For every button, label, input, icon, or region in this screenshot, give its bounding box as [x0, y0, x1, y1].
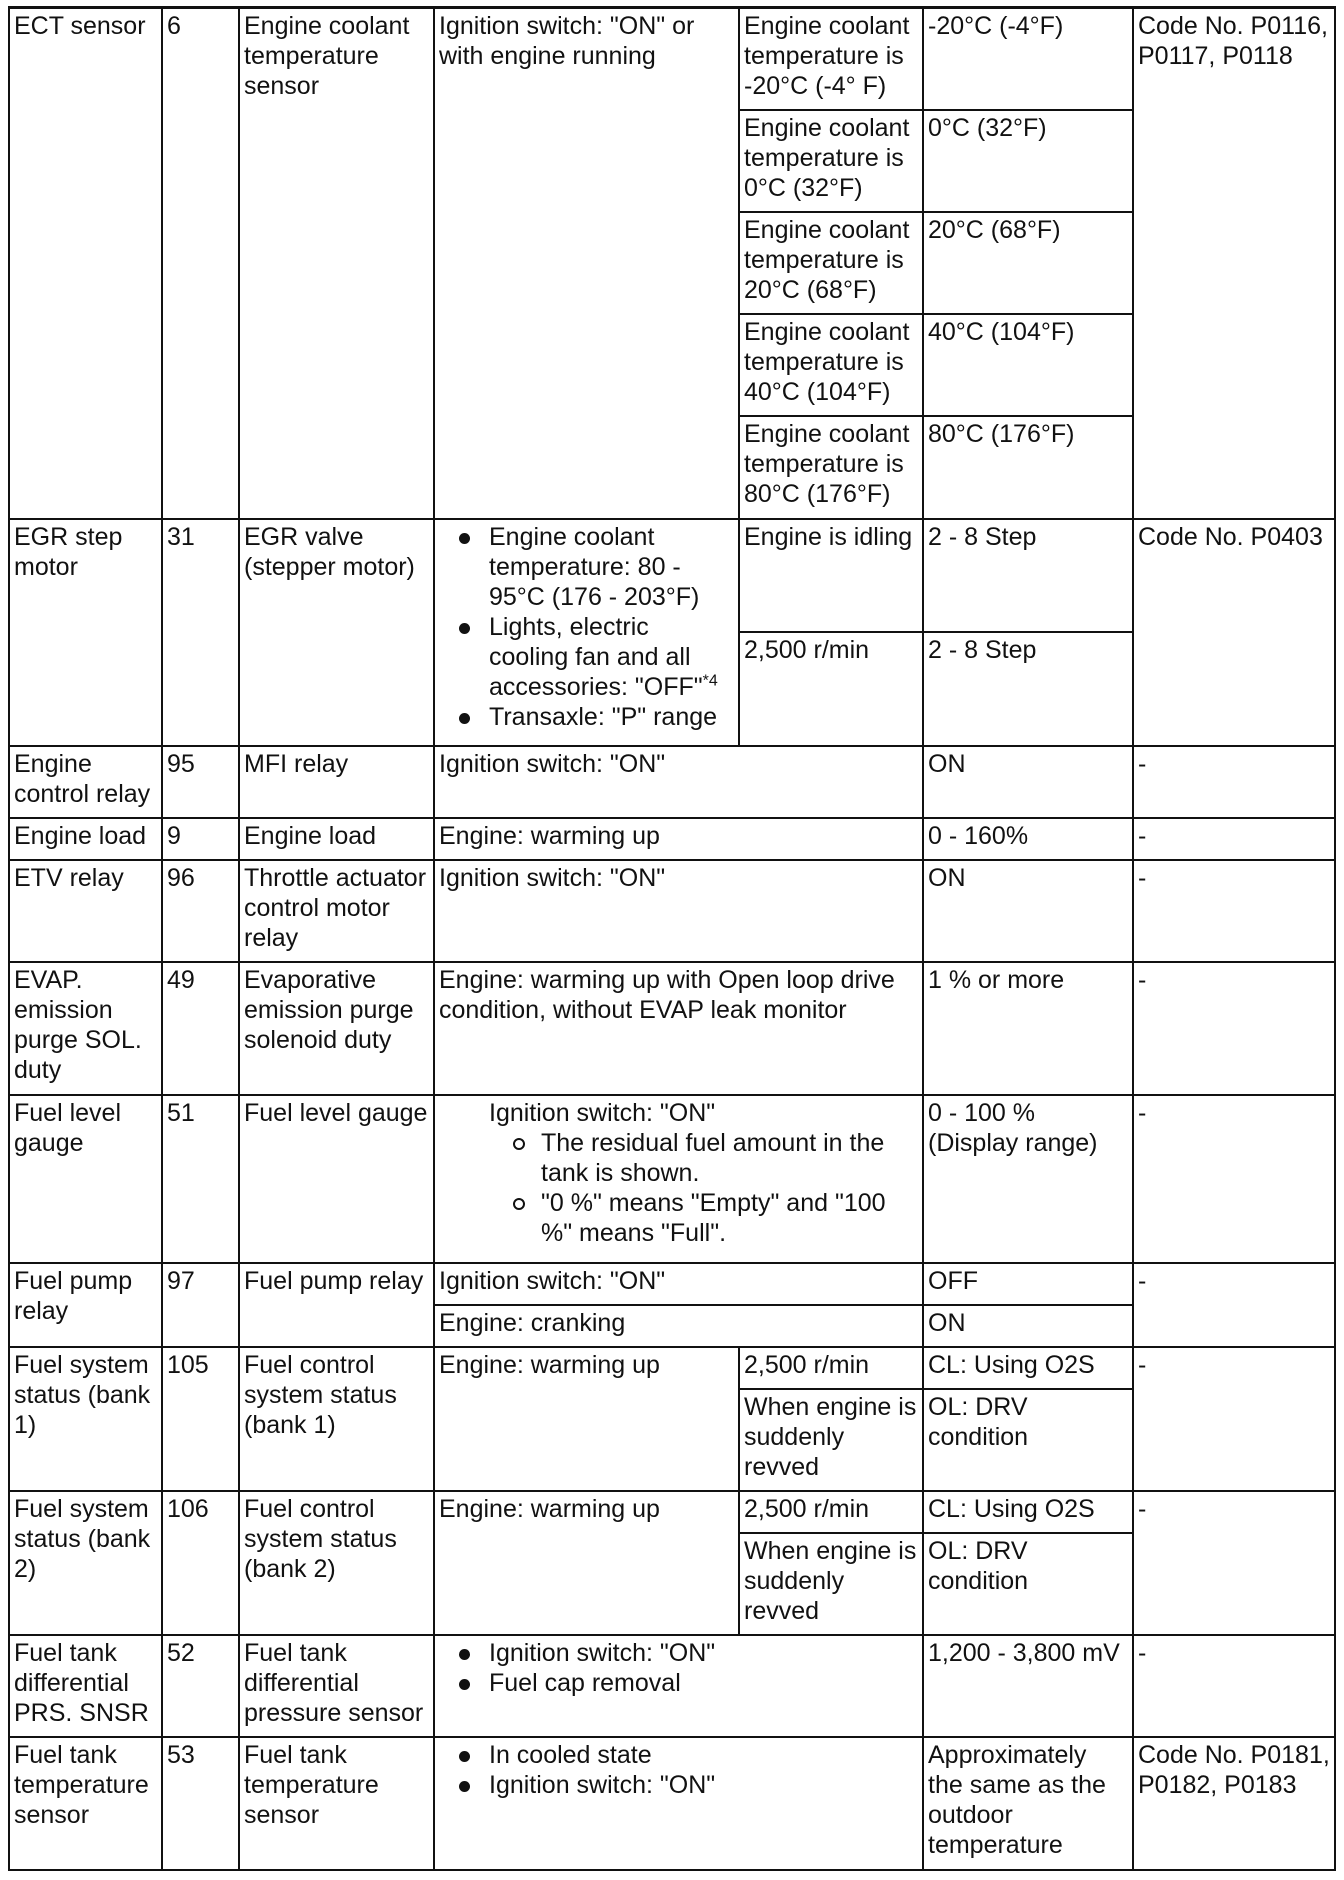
- table-row: [9, 1263, 1335, 1305]
- list-item: The residual fuel amount in the tank is shown.: [511, 1128, 918, 1188]
- list-item: Ignition switch: "ON": [453, 1638, 918, 1668]
- footnote-mark: *4: [702, 672, 718, 690]
- value-cell: 40°C (104°F): [923, 314, 1133, 416]
- item-number-cell: 106: [162, 1491, 239, 1635]
- specification-table: [8, 6, 1336, 1871]
- condition-cell: Ignition switch: "ON": [434, 746, 923, 818]
- item-name-cell: Fuel tank differential pressure sensor: [239, 1635, 434, 1737]
- reference-cell: Code No. P0116, P0117, P0118: [1133, 8, 1335, 519]
- table-row: [9, 8, 1335, 110]
- item-cell: Fuel system status (bank 2): [9, 1491, 162, 1635]
- reference-cell: -: [1133, 1263, 1335, 1347]
- condition-cell: [434, 1635, 923, 1737]
- item-name-cell: EGR valve (stepper motor): [239, 519, 434, 746]
- sub-condition-cell: Engine coolant temperature is 0°C (32°F): [739, 110, 923, 212]
- value-cell: 1,200 - 3,800 mV: [923, 1635, 1133, 1737]
- condition-cell: [434, 1095, 923, 1263]
- reference-cell: Code No. P0403: [1133, 519, 1335, 746]
- item-number-cell: 51: [162, 1095, 239, 1263]
- list-item: In cooled state: [453, 1740, 918, 1770]
- note-list: [439, 1128, 918, 1248]
- sub-condition-cell: Engine coolant temperature is 80°C (176°F): [739, 416, 923, 519]
- reference-cell: -: [1133, 860, 1335, 962]
- value-cell: 20°C (68°F): [923, 212, 1133, 314]
- item-cell: Engine control relay: [9, 746, 162, 818]
- sub-condition-cell: 2,500 r/min: [739, 1491, 923, 1533]
- item-cell: EVAP. emission purge SOL. duty: [9, 962, 162, 1095]
- value-cell: 2 - 8 Step: [923, 519, 1133, 632]
- condition-cell: Ignition switch: "ON" or with engine running: [434, 8, 739, 519]
- item-number-cell: 96: [162, 860, 239, 962]
- table-row: [9, 1737, 1335, 1870]
- item-number-cell: 53: [162, 1737, 239, 1870]
- table-row: [9, 818, 1335, 860]
- item-cell: Fuel system status (bank 1): [9, 1347, 162, 1491]
- item-number-cell: 52: [162, 1635, 239, 1737]
- item-name-cell: Fuel tank temperature sensor: [239, 1737, 434, 1870]
- table-row: [9, 1491, 1335, 1533]
- item-number-cell: 49: [162, 962, 239, 1095]
- sub-condition-cell: Engine coolant temperature is 20°C (68°F): [739, 212, 923, 314]
- condition-cell: Engine: warming up with Open loop drive condition, without EVAP leak monitor: [434, 962, 923, 1095]
- item-cell: Fuel tank temperature sensor: [9, 1737, 162, 1870]
- sub-condition-cell: 2,500 r/min: [739, 632, 923, 746]
- value-cell: CL: Using O2S: [923, 1347, 1133, 1389]
- condition-bullet-list: [439, 1638, 918, 1698]
- condition-cell: Engine: warming up: [434, 1347, 739, 1491]
- item-cell: Fuel level gauge: [9, 1095, 162, 1263]
- item-name-cell: Evaporative emission purge solenoid duty: [239, 962, 434, 1095]
- condition-cell: Ignition switch: "ON": [434, 860, 923, 962]
- condition-cell: Engine: cranking: [434, 1305, 923, 1347]
- sub-condition-cell: Engine coolant temperature is 40°C (104°F): [739, 314, 923, 416]
- reference-cell: -: [1133, 818, 1335, 860]
- condition-cell: [434, 519, 739, 746]
- condition-cell: Ignition switch: "ON": [434, 1263, 923, 1305]
- table-row: [9, 1635, 1335, 1737]
- value-cell: 0 - 100 % (Display range): [923, 1095, 1133, 1263]
- sub-condition-cell: Engine is idling: [739, 519, 923, 632]
- value-cell: 80°C (176°F): [923, 416, 1133, 519]
- table-row: [9, 1095, 1335, 1263]
- reference-cell: -: [1133, 1347, 1335, 1491]
- condition-bullet-list: [439, 1740, 918, 1800]
- condition-bullet-list: [439, 522, 734, 732]
- value-cell: ON: [923, 1305, 1133, 1347]
- condition-text: Ignition switch: "ON": [489, 1098, 716, 1127]
- table-row: [9, 962, 1335, 1095]
- item-cell: Fuel pump relay: [9, 1263, 162, 1347]
- reference-cell: Code No. P0181, P0182, P0183: [1133, 1737, 1335, 1870]
- table-row: [9, 860, 1335, 962]
- value-cell: Approximately the same as the outdoor temperature: [923, 1737, 1133, 1870]
- sub-condition-cell: When engine is suddenly revved: [739, 1389, 923, 1491]
- condition-cell: [434, 1737, 923, 1870]
- item-cell: ETV relay: [9, 860, 162, 962]
- list-item: Engine coolant temperature: 80 - 95°C (176 - 203°F): [453, 522, 734, 612]
- item-number-cell: 9: [162, 818, 239, 860]
- item-name-cell: Engine coolant temperature sensor: [239, 8, 434, 519]
- reference-cell: -: [1133, 746, 1335, 818]
- value-cell: 2 - 8 Step: [923, 632, 1133, 746]
- list-item: Fuel cap removal: [453, 1668, 918, 1698]
- value-cell: CL: Using O2S: [923, 1491, 1133, 1533]
- item-name-cell: Engine load: [239, 818, 434, 860]
- sub-condition-cell: Engine coolant temperature is -20°C (-4° F): [739, 8, 923, 110]
- value-cell: OL: DRV condition: [923, 1533, 1133, 1635]
- reference-cell: -: [1133, 962, 1335, 1095]
- condition-cell: Engine: warming up: [434, 818, 923, 860]
- item-cell: Fuel tank differential PRS. SNSR: [9, 1635, 162, 1737]
- reference-cell: -: [1133, 1491, 1335, 1635]
- item-number-cell: 6: [162, 8, 239, 519]
- condition-cell: Engine: warming up: [434, 1491, 739, 1635]
- sub-condition-cell: When engine is suddenly revved: [739, 1533, 923, 1635]
- table-row: [9, 519, 1335, 632]
- table-row: [9, 1347, 1335, 1389]
- item-name-cell: MFI relay: [239, 746, 434, 818]
- list-item: Transaxle: "P" range: [453, 702, 734, 732]
- value-cell: 0°C (32°F): [923, 110, 1133, 212]
- value-cell: 0 - 160%: [923, 818, 1133, 860]
- item-number-cell: 31: [162, 519, 239, 746]
- value-cell: OFF: [923, 1263, 1133, 1305]
- item-cell: ECT sensor: [9, 8, 162, 519]
- reference-cell: -: [1133, 1635, 1335, 1737]
- list-item: "0 %" means "Empty" and "100 %" means "Full".: [511, 1188, 918, 1248]
- item-name-cell: Fuel level gauge: [239, 1095, 434, 1263]
- item-name-cell: Fuel control system status (bank 1): [239, 1347, 434, 1491]
- reference-cell: -: [1133, 1095, 1335, 1263]
- value-cell: OL: DRV condition: [923, 1389, 1133, 1491]
- value-cell: -20°C (-4°F): [923, 8, 1133, 110]
- table-row: [9, 746, 1335, 818]
- item-name-cell: Fuel pump relay: [239, 1263, 434, 1347]
- value-cell: 1 % or more: [923, 962, 1133, 1095]
- item-number-cell: 95: [162, 746, 239, 818]
- list-item: Lights, electric cooling fan and all accessories: "OFF"$^{*4}$: [453, 612, 734, 702]
- item-number-cell: 105: [162, 1347, 239, 1491]
- item-name-cell: Fuel control system status (bank 2): [239, 1491, 434, 1635]
- item-name-cell: Throttle actuator control motor relay: [239, 860, 434, 962]
- item-number-cell: 97: [162, 1263, 239, 1347]
- list-item: Ignition switch: "ON": [453, 1770, 918, 1800]
- value-cell: ON: [923, 860, 1133, 962]
- item-cell: Engine load: [9, 818, 162, 860]
- value-cell: ON: [923, 746, 1133, 818]
- item-cell: EGR step motor: [9, 519, 162, 746]
- sub-condition-cell: 2,500 r/min: [739, 1347, 923, 1389]
